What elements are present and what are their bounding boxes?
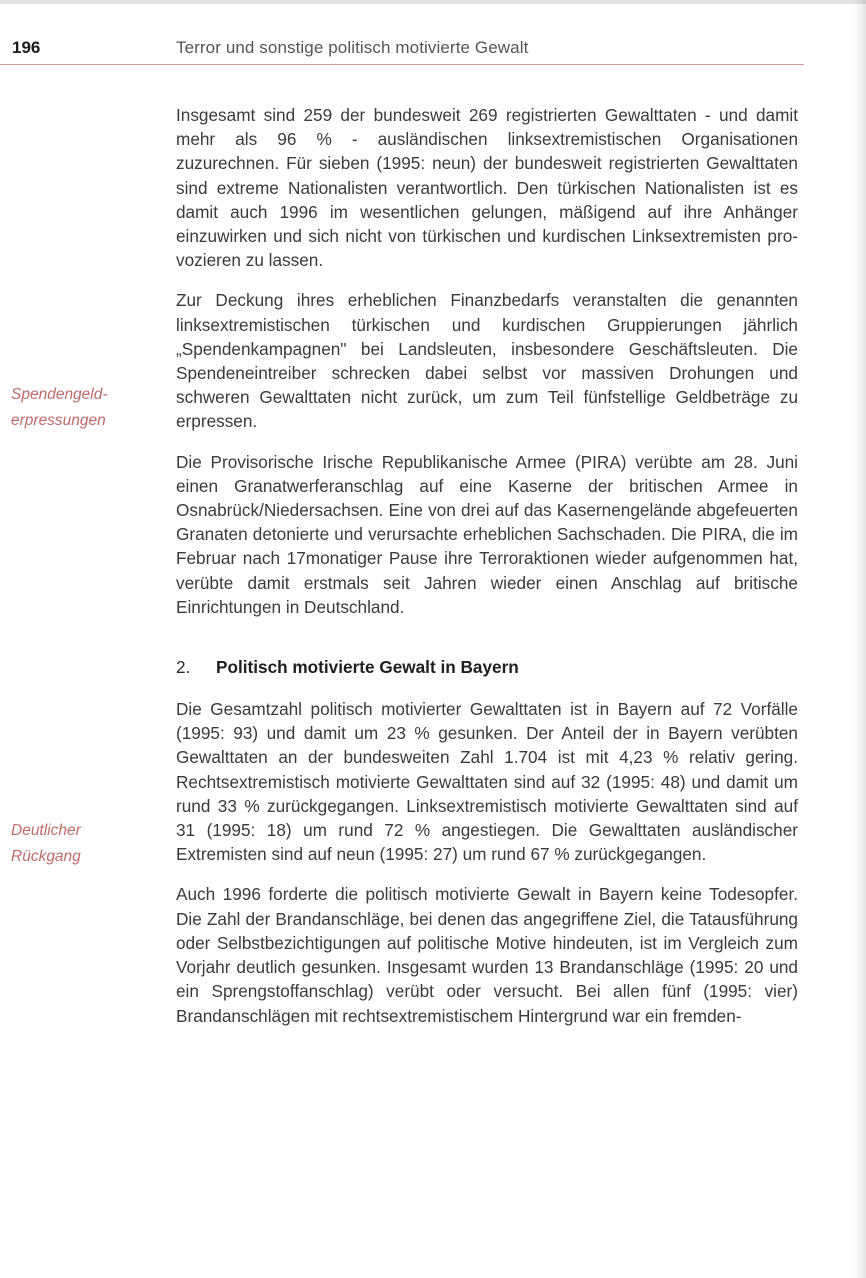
page-number: 196 [12,38,41,57]
paragraph: Auch 1996 forderte die politisch motivierte Gewalt in Bayern keine Todesopfer. Die Zahl der Brandanschläge, bei denen das angegriffene Ziel, die Tatausführung oder Selbstbezichtigungen auf politische Motive hindeuten, ist im Vergleich zum Vorjahr deutlich gesunken. Insgesamt wurden 13 Brandanschläge (1995: 20 und ein Sprengstoffanschlag) verübt oder versucht. Bei allen fünf (1995: vier) Brandanschlägen mit rechtsextremistischem Hintergrund war ein fremden- [176,884,798,1026]
margin-note-spendengelderpressungen [11,382,161,434]
paragraph: Insgesamt sind 259 der bundesweit 269 registrierten Gewalttaten - und damit mehr als 96 % - ausländischen linksextremistischen Organisationen zuzurechnen. Für sieben (1995: neun) der bundesweit registrierten Gewalttaten sind extreme Nationalisten verantwortlich. Den türkischen Nationalisten ist es damit auch 1996 im wesentlichen gelungen, mäßigend auf ihre Anhänger einzuwirken und sich nicht von türkischen und kurdischen Linksextremisten provozieren zu lassen. [176,105,798,271]
section-heading [176,655,798,679]
margin-note-deutlicher-rueckgang [11,818,161,870]
running-title: Terror und sonstige politisch motivierte Gewalt [176,38,529,57]
margin-note-line: Deutlicher [11,822,81,839]
body-text [176,103,798,1044]
header-divider [0,64,804,65]
top-edge-rule [0,0,866,4]
margin-note-line: erpressungen [11,412,106,429]
paragraph: Die Provisorische Irische Republikanische Armee (PIRA) verübte am 28. Juni einen Granatwerferanschlag auf eine Kaserne der britischen Armee in Osnabrück/Niedersachsen. Eine von drei auf das Kasernengelände abgefeuerten Granaten detonierte und verursachte erheblichen Sachschaden. Die PIRA, die im Februar nach 17monatiger Pause ihre Terroraktionen wieder aufgenommen hat, verübte damit erstmals seit Jahren wieder einen Anschlag auf britische Einrichtungen in Deutschland. [176,451,798,617]
margin-note-line: Rückgang [11,848,81,865]
page-edge-shadow [852,0,866,1278]
section-title: Politisch motivierte Gewalt in Bayern [216,657,519,678]
section-number: 2. [176,657,191,678]
margin-note-line: Spendengeld- [11,386,108,403]
paragraph: Zur Deckung ihres erheblichen Finanzbedarfs veranstalten die genannten linksextremistischen türkischen und kurdischen Gruppierungen jährlich „Spendenkampagnen" bei Landsleuten, insbesondere Geschäftsleuten. Die Spendeneintreiber schrecken dabei selbst vor massiven Drohungen und schweren Gewalttaten nicht zurück, um zum Teil fünfstellige Geldbeträge zu erpressen. [176,290,798,432]
paragraph: Die Gesamtzahl politisch motivierter Gewalttaten ist in Bayern auf 72 Vorfälle (1995: 93) und damit um 23 % gesunken. Der Anteil der in Bayern verübten Gewalttaten an der bundesweiten Zahl 1.704 ist mit 4,23 % relativ gering. Rechtsextremistisch motivierte Gewalttaten sind auf 32 (1995: 48) und damit um rund 33 % zurückgegangen. Linksextremistisch motivierte Gewalttaten sind auf 31 (1995: 18) um rund 72 % angestiegen. Die Gewalttaten ausländischer Extremisten sind auf neun (1995: 27) um rund 67 % zurückgegangen. [176,699,798,865]
